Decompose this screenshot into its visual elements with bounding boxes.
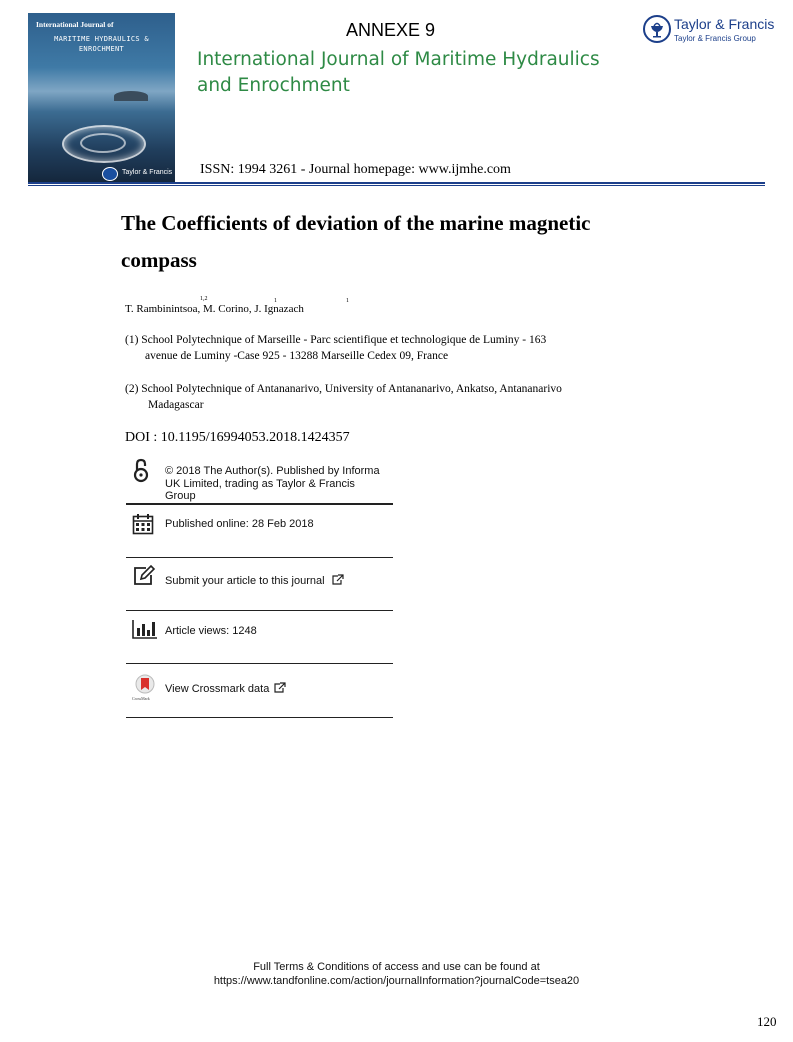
publisher-group: Taylor & Francis Group bbox=[674, 34, 756, 43]
publisher-name: Taylor & Francis bbox=[674, 16, 775, 32]
published-online: Published online: 28 Feb 2018 bbox=[165, 518, 314, 530]
external-link-icon bbox=[332, 574, 344, 585]
edit-icon bbox=[132, 565, 156, 587]
cover-whirlpool-inner bbox=[80, 133, 126, 153]
article-title-line2: compass bbox=[121, 248, 197, 272]
author3-affiliation-sup: 1 bbox=[346, 298, 349, 304]
info-divider bbox=[126, 717, 393, 718]
authors bbox=[125, 303, 304, 315]
terms-conditions-text: Full Terms & Conditions of access and use can be found at bbox=[253, 961, 540, 973]
affiliation-2-line2: Madagascar bbox=[148, 399, 204, 411]
info-divider bbox=[126, 503, 393, 505]
author-corino[interactable]: , M. Corino bbox=[197, 303, 249, 315]
article-title-line1: The Coefficients of deviation of the marine magnetic bbox=[121, 211, 591, 235]
calendar-icon bbox=[132, 513, 154, 535]
license-text bbox=[165, 465, 380, 503]
article-title bbox=[121, 205, 681, 279]
crossmark-icon bbox=[132, 674, 158, 696]
author-rambinintsoa[interactable]: T. Rambinintsoa bbox=[125, 303, 198, 315]
license-line3: Group bbox=[165, 490, 196, 502]
submit-article-text: Submit your article to this journal bbox=[165, 575, 325, 587]
cover-publisher-logo-icon bbox=[102, 167, 118, 181]
article-views bbox=[165, 625, 257, 638]
info-divider bbox=[126, 557, 393, 558]
cover-island bbox=[114, 91, 148, 101]
info-divider bbox=[126, 610, 393, 611]
taylor-francis-logo-icon bbox=[643, 15, 671, 43]
page-number: 120 bbox=[757, 1014, 777, 1029]
author2-affiliation-sup: 1 bbox=[274, 298, 277, 304]
affiliation-2-line1: (2) School Polytechnique of Antananarivo, University of Antananarivo, Ankatso, Antananarivo bbox=[125, 383, 562, 395]
cover-title-line3: ENROCHMENT bbox=[78, 45, 125, 53]
annexe-label: ANNEXE 9 bbox=[346, 20, 436, 40]
journal-title-line1: International Journal of Maritime Hydraulics bbox=[197, 49, 600, 70]
cover-title-line2: MARITIME HYDRAULICS & bbox=[54, 35, 149, 43]
license-line2: UK Limited, trading as Taylor & Francis bbox=[165, 477, 355, 490]
crossmark-badge-label: CrossMark bbox=[132, 696, 150, 701]
external-link-icon bbox=[274, 682, 286, 693]
crossmark-text: View Crossmark data bbox=[165, 683, 270, 695]
submit-article-link[interactable] bbox=[165, 574, 344, 588]
bar-chart-icon bbox=[132, 619, 158, 639]
journal-title[interactable] bbox=[197, 47, 600, 99]
info-divider bbox=[126, 663, 393, 664]
author1-affiliation-sup: 1,2 bbox=[200, 296, 208, 302]
journal-title-line2: and Enrochment bbox=[197, 75, 350, 96]
affiliation-1-line2: avenue de Luminy -Case 925 - 13288 Marseille Cedex 09, France bbox=[145, 350, 449, 362]
doi[interactable]: DOI : 10.1195/16994053.2018.1424357 bbox=[125, 430, 350, 445]
cover-title-line1: International Journal of bbox=[36, 20, 114, 29]
affiliation-1-line1: (1) School Polytechnique of Marseille - Parc scientifique et technologique de Luminy - 163 bbox=[125, 334, 547, 346]
header-divider bbox=[28, 182, 765, 184]
crossmark-link[interactable] bbox=[165, 682, 286, 696]
journal-cover-image bbox=[28, 13, 175, 183]
header-divider-thin bbox=[28, 185, 765, 186]
article-views-count: 1248 bbox=[232, 625, 257, 637]
issn-homepage: ISSN: 1994 3261 - Journal homepage: www.ijmhe.com bbox=[200, 162, 511, 177]
terms-conditions-url[interactable]: https://www.tandfonline.com/action/journalInformation?journalCode=tsea20 bbox=[213, 975, 580, 987]
author-ignazach[interactable]: , J. Ignazach bbox=[248, 303, 304, 315]
license-line1: © 2018 The Author(s). Published by Informa bbox=[165, 465, 380, 477]
cover-publisher: Taylor & Francis bbox=[122, 169, 173, 176]
open-access-lock-icon bbox=[132, 458, 150, 484]
article-views-label: Article views: bbox=[165, 625, 233, 637]
